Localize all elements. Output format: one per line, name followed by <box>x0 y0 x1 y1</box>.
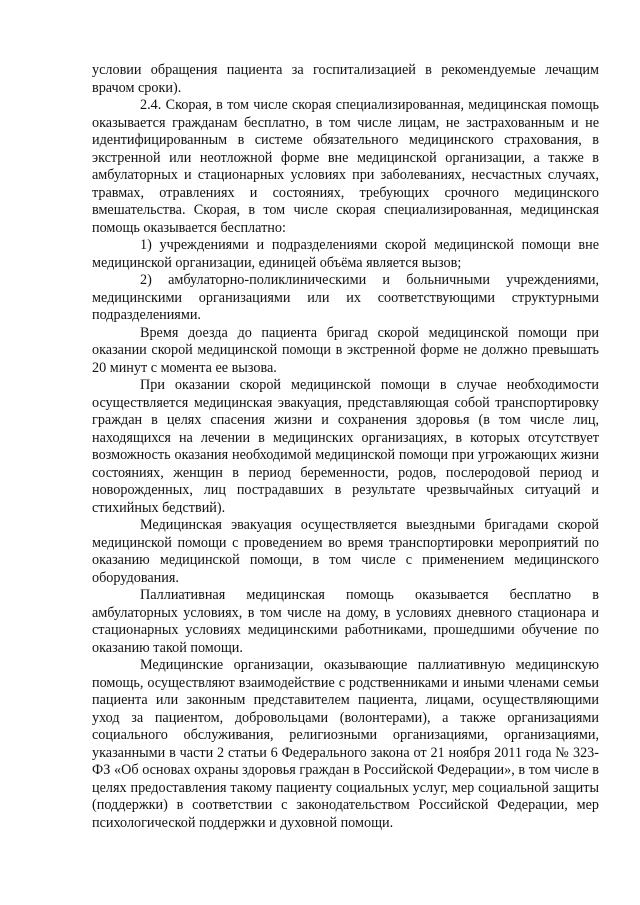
paragraph-continuation: условии обращения пациента за госпитализацией в рекомендуемые лечащим врачом сроки). <box>92 62 599 96</box>
paragraph-evacuation: При оказании скорой медицинской помощи в случае необходимости осуществляется медицинская эвакуация, представляющая собой транспортировку граждан в целях спасения жизни и сохранения здоровья (в том числе лиц, находящихся на лечении в медицинских организациях, в которых отсутствует возможность оказания необходимой медицинской помощи при угрожающих жизни состояниях, женщин в период беременности, родов, послеродовой период и новорожденных, лиц пострадавших в результате чрезвычайных ситуаций и стихийных бедствий). <box>92 377 599 516</box>
document-page <box>92 62 599 832</box>
paragraph-evacuation-teams: Медицинская эвакуация осуществляется выездными бригадами скорой медицинской помощи с проведением во время транспортировки мероприятий по оказанию медицинской помощи, в том числе с применением медицинского оборудования. <box>92 517 599 586</box>
paragraph-palliative-care: Паллиативная медицинская помощь оказывается бесплатно в амбулаторных условиях, в том числе на дому, в условиях дневного стационара и стационарных условиях медицинскими работниками, прошедшими обучение по оказанию такой помощи. <box>92 587 599 656</box>
paragraph-arrival-time: Время доезда до пациента бригад скорой медицинской помощи при оказании скорой медицинской помощи в экстренной форме не должно превышать 20 минут с момента ее вызова. <box>92 324 599 376</box>
paragraph-emergency-care: 2.4. Скорая, в том числе скорая специализированная, медицинская помощь оказывается гражданам бесплатно, в том числе лицам, не застрахованным и не идентифицированным в системе обязательного медицинского страхования, в экстренной или неотложной форме вне медицинской организации, а также в амбулаторных и стационарных условиях при заболеваниях, несчастных случаях, травмах, отравлениях и состояниях, требующих срочного медицинского вмешательства. Скорая, в том числе скорая специализированная, медицинская помощь оказывается бесплатно: <box>92 97 599 236</box>
list-item-2: 2) амбулаторно-поликлиническими и больничными учреждениями, медицинскими организациями или их соответствующими структурными подразделениями. <box>92 272 599 323</box>
paragraph-palliative-organizations: Медицинские организации, оказывающие паллиативную медицинскую помощь, осуществляют взаимодействие с родственниками и иными членами семьи пациента или законным представителем пациента, лицами, осуществляющими уход за пациентом, добровольцами (волонтерами), а также организациями социального обслуживания, религиозными организациями, организациями, указанными в части 2 статьи 6 Федерального закона от 21 ноября 2011 года № 323-ФЗ «Об основах охраны здоровья граждан в Российской Федерации», в том числе в целях предоставления такому пациенту социальных услуг, мер социальной защиты (поддержки) в соответствии с законодательством Российской Федерации, мер психологической поддержки и духовной помощи. <box>92 657 599 831</box>
list-item-1: 1) учреждениями и подразделениями скорой медицинской помощи вне медицинской организации, единицей объёма является вызов; <box>92 237 599 271</box>
